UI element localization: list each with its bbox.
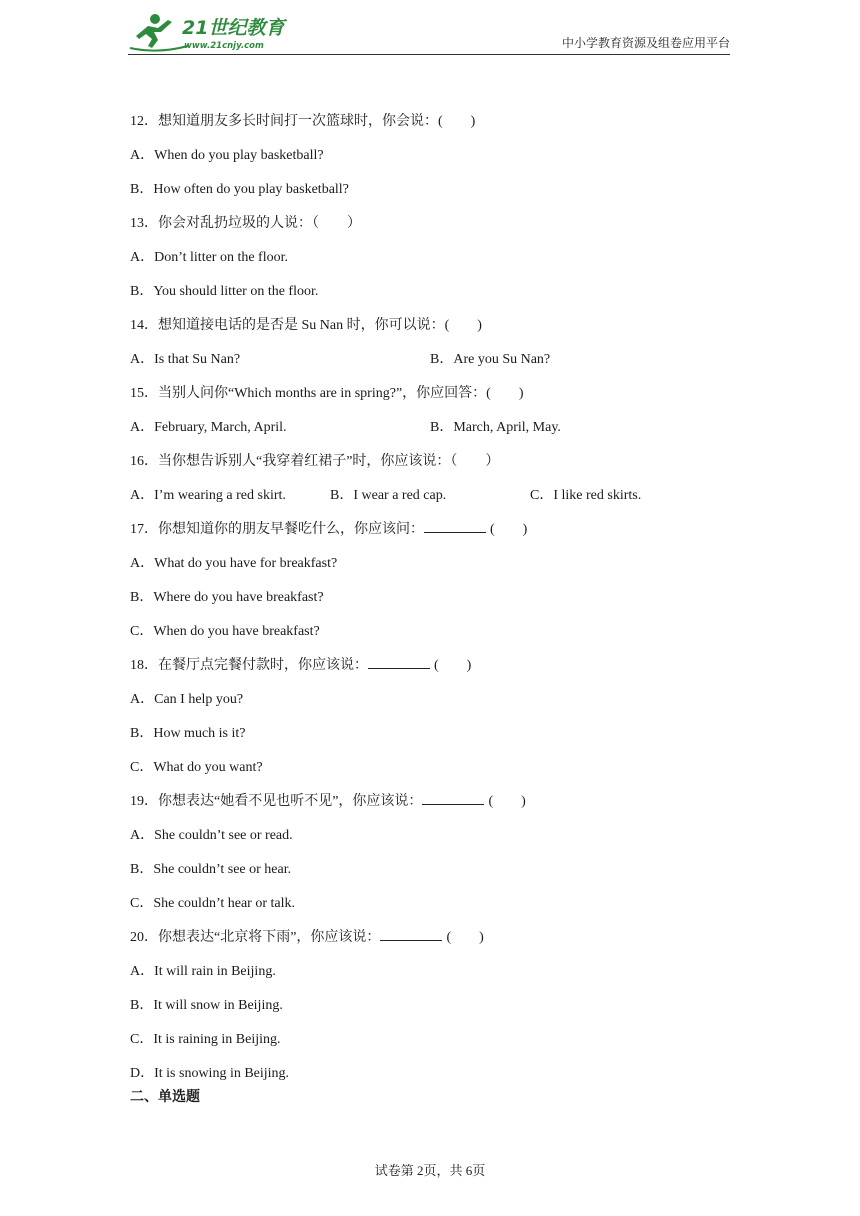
logo [128, 10, 298, 54]
answer-option[interactable]: A．She couldn’t see or read. [130, 828, 293, 843]
answer-option[interactable]: A．It will rain in Beijing. [130, 964, 276, 979]
answer-option[interactable]: B．How much is it? [130, 726, 246, 741]
answer-blank[interactable] [380, 926, 442, 941]
answer-option[interactable]: B．How often do you play basketball? [130, 182, 349, 197]
logo-text: 21世纪教育 [182, 17, 285, 39]
question-stem: 12．想知道朋友多长时间打一次篮球时，你会说：( ) [130, 114, 476, 129]
runner-icon [130, 14, 188, 51]
answer-option[interactable]: A．Is that Su Nan? [130, 352, 241, 367]
answer-option[interactable]: C．When do you have breakfast? [130, 624, 320, 639]
question-list [130, 110, 730, 1096]
answer-parentheses: ( ) [490, 522, 528, 537]
answer-option[interactable]: A．I’m wearing a red skirt. [130, 488, 286, 503]
answer-option[interactable]: A．Can I help you? [130, 692, 244, 707]
question-prompt: 20．你想表达“北京将下雨”，你应该说： [130, 930, 381, 945]
answer-option[interactable]: B．Where do you have breakfast? [130, 590, 324, 605]
answer-blank[interactable] [422, 790, 484, 805]
answer-option[interactable]: C．She couldn’t hear or talk. [130, 896, 295, 911]
question-stem: 15．当别人问你“Which months are in spring?”，你应回答：( ) [130, 386, 524, 401]
question-stem: 14．想知道接电话的是否是 Su Nan 时，你可以说：( ) [130, 318, 482, 333]
answer-options-row [130, 416, 730, 450]
answer-option[interactable]: B．She couldn’t see or hear. [130, 862, 292, 877]
answer-option[interactable]: B．You should litter on the floor. [130, 284, 319, 299]
answer-option[interactable]: A．When do you play basketball? [130, 148, 324, 163]
answer-parentheses: ( ) [434, 658, 472, 673]
question-prompt: 19．你想表达“她看不见也听不见”，你应该说： [130, 794, 423, 809]
answer-parentheses: ( ) [488, 794, 526, 809]
question-prompt: 18．在餐厅点完餐付款时，你应该说： [130, 658, 368, 673]
question-stem [130, 926, 730, 960]
answer-option[interactable]: D．It is snowing in Beijing. [130, 1066, 290, 1081]
section-title: 二、单选题 [130, 1089, 200, 1105]
answer-options-row [130, 484, 730, 518]
answer-option[interactable]: B．It will snow in Beijing. [130, 998, 283, 1013]
page-header [128, 8, 730, 55]
question-stem: 16．当你想告诉别人“我穿着红裙子”时，你应该说：（ ） [130, 454, 500, 469]
question-stem [130, 654, 730, 688]
answer-options-row [130, 348, 730, 382]
answer-option[interactable]: C．What do you want? [130, 760, 263, 775]
answer-option[interactable]: A．What do you have for breakfast? [130, 556, 338, 571]
answer-option[interactable]: C．It is raining in Beijing. [130, 1032, 281, 1047]
page-footer: 试卷第 2页，共 6页 [374, 1163, 486, 1178]
answer-option[interactable]: A．Don’t litter on the floor. [130, 250, 288, 265]
logo-url: www.21cnjy.com [184, 41, 264, 51]
answer-parentheses: ( ) [446, 930, 484, 945]
answer-option[interactable]: C．I like red skirts. [530, 488, 642, 503]
answer-option[interactable]: B．March, April, May. [430, 420, 561, 435]
question-prompt: 17．你想知道你的朋友早餐吃什么，你应该问： [130, 522, 424, 537]
question-stem: 13．你会对乱扔垃圾的人说：（ ） [130, 216, 361, 231]
answer-blank[interactable] [424, 518, 486, 533]
question-stem [130, 518, 730, 552]
answer-option[interactable]: B．I wear a red cap. [330, 488, 447, 503]
answer-blank[interactable] [368, 654, 430, 669]
answer-option[interactable]: A．February, March, April. [130, 420, 287, 435]
answer-option[interactable]: B．Are you Su Nan? [430, 352, 551, 367]
platform-name: 中小学教育资源及组卷应用平台 [561, 36, 730, 50]
question-stem [130, 790, 730, 824]
